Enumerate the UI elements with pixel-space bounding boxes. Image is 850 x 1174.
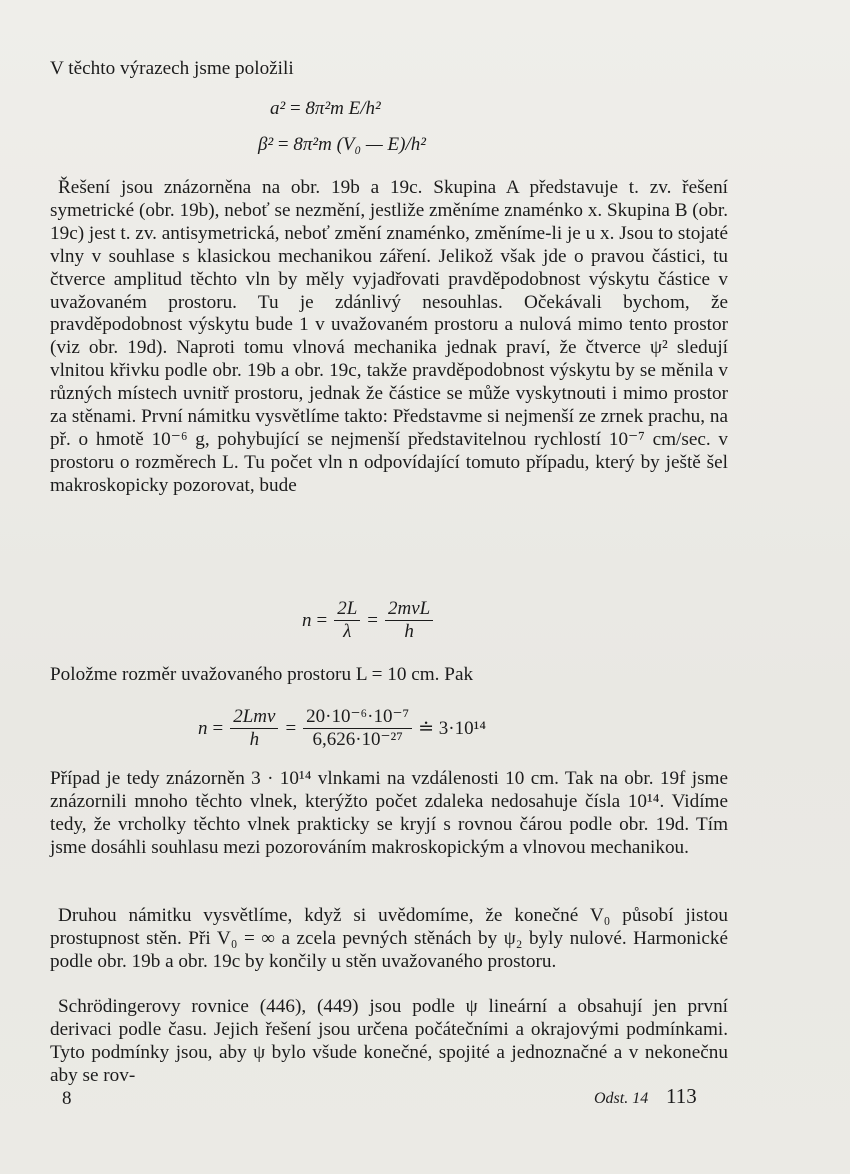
fraction-2Lmv-over-h: $\frac{\text{2Lmv}}{h}$ xyxy=(230,706,278,751)
equation-beta-rhs: 8π²m (V₀ — E)/h² xyxy=(293,134,426,155)
paragraph-4: Schrödingerovy rovnice (446), (449) jsou podle ψ lineární a obsahují jen první derivaci podle času. Jejich řešení jsou určena počátečními a okrajovými podmínkami. Tyto podmínky jsou, aby ψ bylo všude konečné, spojité a jednoznačné a v nekonečnu aby se rov- xyxy=(50,996,728,1086)
equation-result: ≐ 3·10¹⁴ xyxy=(418,718,486,739)
paragraph-3: Druhou námitku vysvětlíme, když si uvědomíme, že konečné V₀ působí jistou prostupnost stěn. Při V₀ = ∞ a zcela pevných stěnách by ψ₂ byly nulové. Harmonické podle obr. 19b a obr. 19c by končily u stěn uvažovaného prostoru. xyxy=(50,905,728,972)
equation-alpha-lhs: a² xyxy=(270,98,286,119)
page-number: 113 xyxy=(666,1084,697,1108)
dimension-line: Položme rozměr uvažovaného prostoru L = 10 cm. Pak xyxy=(50,664,474,685)
paragraph-1: Řešení jsou znázorněna na obr. 19b a 19c. Skupina A představuje t. zv. řešení symetrické (obr. 19b), neboť se nezmění, jestliže změníme znaménko x. Skupina B (obr. 19c) jest t. zv. antisymetrická, neboť změní znaménko, změníme-li je u x. Jsou to stojaté vlny v souhlase s klasickou mechanikou záření. Jelikož však jde o pravou částici, tu čtverce amplitud těchto vln by měly vyjadřovati pravděpodobnost výskytu částice v uvažovaném prostoru. Tu je zdánlivý nesouhlas. Očekávali bychom, že pravděpodobnost výskytu bude 1 v uvažovaném prostoru a nulová mimo tento prostor (viz obr. 19d). Naproti tomu vlnová mechanika jednak praví, že čtverce ψ² sledují vlnitou křivku podle obr. 19b a obr. 19c, takže pravděpodobnost výskytu by se měnila v různých místech uvnitř prostoru, jednak že částice se může vyskytnouti i mimo prostor za stěnami. První námitku vysvětlíme takto: Představme si nejmenší ze zrnek prachu, na př. o hmotě 10⁻⁶ g, pohybující se nejmenší představitelnou rychlostí 10⁻⁷ cm/sec. v prostoru o rozměrech L. Tu počet vln n odpovídající tomuto případu, který by ještě šel makroskopicky pozorovat, bude xyxy=(50,177,728,496)
fraction-2L-over-lambda: $\frac{2L}{\lambda}$ xyxy=(334,598,360,643)
equation-n-wavelength: n = $\frac{2L}{\lambda}$ = $\frac{\text{2mvL}}{h}$ xyxy=(302,598,435,643)
equation-beta-lhs: β² xyxy=(258,134,274,155)
page-footer xyxy=(50,1080,730,1110)
signature-mark: 8 xyxy=(62,1088,72,1109)
equation-alpha: a² = 8π²m E/h² xyxy=(270,98,381,119)
equation-n-numeric: n = $\frac{\text{2Lmv}}{h}$ = $\frac{\text{20·10⁻⁶·10⁻⁷}}{\text{6,626·10⁻²⁷}}$ ≐ 3·10¹⁴ xyxy=(198,706,486,750)
fraction-2mvL-over-h: $\frac{\text{2mvL}}{h}$ xyxy=(385,598,433,643)
equation-beta: β² = 8π²m (V₀ — E)/h² xyxy=(258,134,426,155)
fraction-numeric: $\frac{\text{20·10⁻⁶·10⁻⁷}}{\text{6,626·10⁻²⁷}}$ xyxy=(303,706,412,751)
intro-line: V těchto výrazech jsme položili xyxy=(50,58,294,79)
paragraph-2: Případ je tedy znázorněn 3 · 10¹⁴ vlnkami na vzdálenosti 10 cm. Tak na obr. 19f jsme znázornili mnoho těchto vlnek, kterýžto počet zdaleka nedosahuje čísla 10¹⁴. Vidíme tedy, že vrcholky těchto vlnek prakticky se kryjí s rovnou čárou podle obr. 19d. Tím jsme dosáhli souhlasu mezi pozorováním makroskopickým a vlnovou mechanikou. xyxy=(50,768,728,858)
section-label: Odst. 14 xyxy=(594,1090,649,1107)
equation-alpha-rhs: 8π²m E/h² xyxy=(305,98,381,119)
